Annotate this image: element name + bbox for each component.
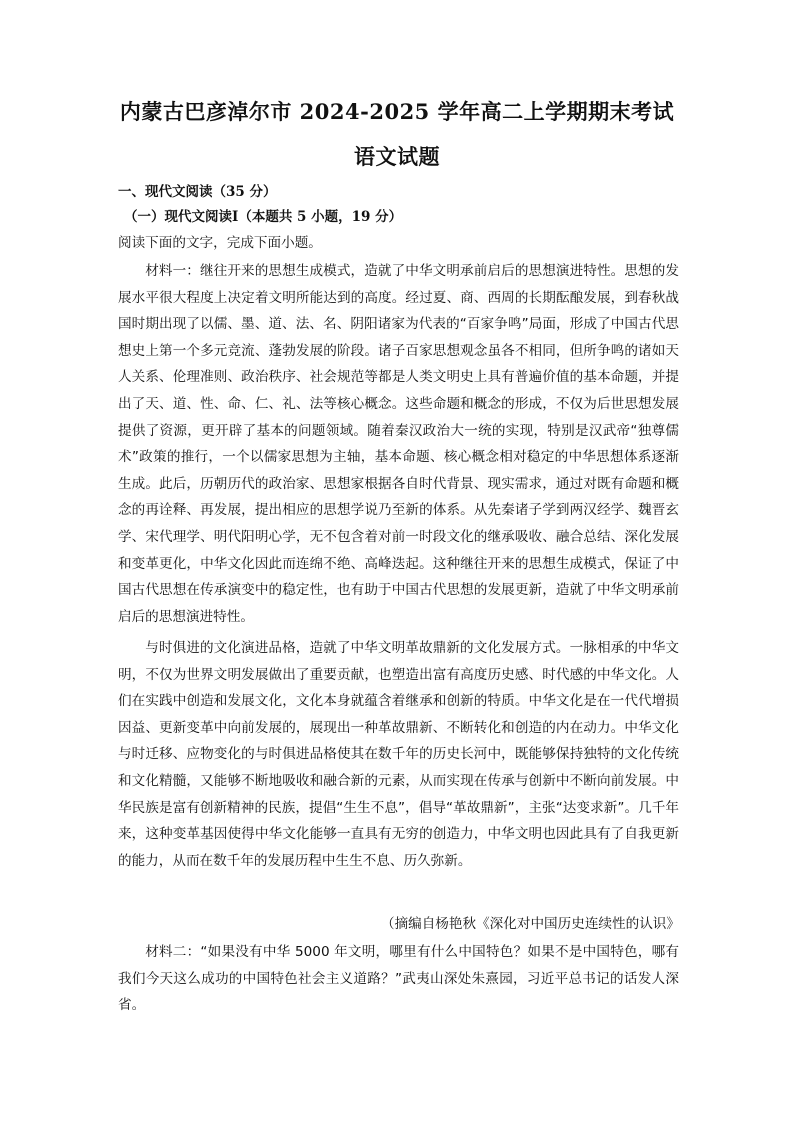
material1-paragraph2 xyxy=(118,635,679,874)
exam-subject-title: 语文试题 xyxy=(354,144,440,169)
material1-paragraph1 xyxy=(118,258,679,630)
exam-title: 内蒙古巴彦淖尔市 2024-2025 学年高二上学期期末考试 xyxy=(119,99,675,124)
section-heading: 一、现代文阅读（35 分） xyxy=(118,184,277,200)
instruction-text xyxy=(118,230,679,257)
paragraph-text: 材料一：继往开来的思想生成模式，造就了中华文明承前启后的思想演进特性。思想的发展水平很大程度上决定着文明所能达到的高度。经过夏、商、西周的长期酝酿发展，到春秋战国时期出现了以儒、墨、道、法、名、阴阳诸家为代表的“百家争鸣”局面，形成了中国古代思想史上第一个多元竞流、蓬勃发展的阶段。诸子百家思想观念虽各不相同，但所争鸣的诸如天人关系、伦理准则、政治秩序、社会规范等都是人类文明史上具有普遍价值的基本命题，并提出了天、道、性、命、仁、礼、法等核心概念。这些命题和概念的形成，不仅为后世思想发展提供了资源，更开辟了基本的问题领域。随着秦汉政治大一统的实现，特别是汉武帝“独尊儒术”政策的推行，一个以儒家思想为主轴，基本命题、核心概念相对稳定的中华思想体系逐渐生成。此后，历朝历代的政治家、思想家根据各自时代背景、现实需求，通过对既有命题和概念的再诠释、再发展，提出相应的思想学说乃至新的体系。从先秦诸子学到两汉经学、魏晋玄学、宋代理学、明代阳明心学，无不包含着对前一时段文化的继承吸收、融合总结、深化发展和变革更化，中华文化因此而连绵不绝、高峰迭起。这种继往开来的思想生成模式，保证了中国古代思想在传承演变中的稳定性，也有助于中国古代思想的发展更新，造就了中华文明承前启后的思想演进特性。 xyxy=(118,263,679,625)
material1-source: （摘编自杨艳秋《深化对中国历史连续性的认识》 xyxy=(380,916,680,932)
material2-paragraph1 xyxy=(118,939,679,1019)
instruction-line: 阅读下面的文字，完成下面小题。 xyxy=(118,235,322,251)
paragraph-text: 材料二：“如果没有中华 5000 年文明，哪里有什么中国特色？如果不是中国特色，哪有我们今天这么成功的中国特色社会主义道路？”武夷山深处朱熹园，习近平总书记的话发人深省。 xyxy=(118,944,679,1014)
paragraph-text: 与时俱进的文化演进品格，造就了中华文明革故鼎新的文化发展方式。一脉相承的中华文明，不仅为世界文明发展做出了重要贡献，也塑造出富有高度历史感、时代感的中华文化。人们在实践中创造和发展文化，文化本身就蕴含着继承和创新的特质。中华文化是在一代代增损因益、更新变革中向前发展的，展现出一种革故鼎新、不断转化和创造的内在动力。中华文化与时迁移、应物变化的与时俱进品格使其在数千年的历史长河中，既能够保持独特的文化传统和文化精髓，又能够不断地吸收和融合新的元素，从而实现在传承与创新中不断向前发展。中华民族是富有创新精神的民族，提倡“生生不息”，倡导“革故鼎新”，主张“达变求新”。几千年来，这种变革基因使得中华文化能够一直具有无穷的创造力，中华文明也因此具有了自我更新的能力，从而在数千年的发展历程中生生不息、历久弥新。 xyxy=(118,640,679,869)
subsection-heading: （一）现代文阅读Ⅰ（本题共 5 小题，19 分） xyxy=(124,209,403,225)
